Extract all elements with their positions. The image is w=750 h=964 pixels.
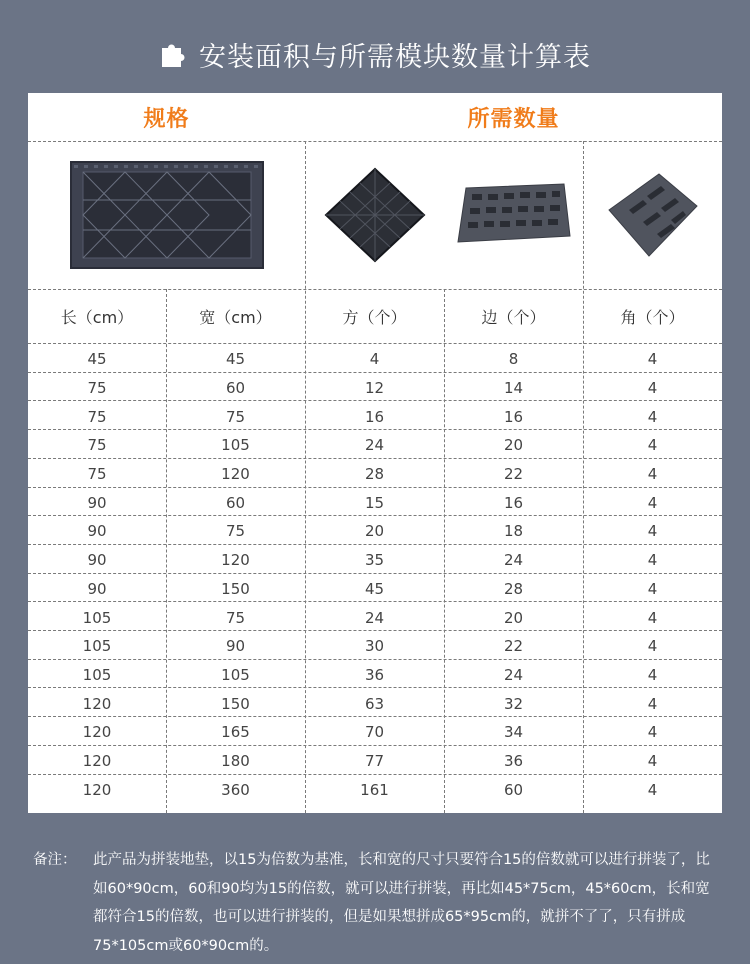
table-cell: 75 [87,465,107,484]
table-cell: 105 [221,436,250,455]
corner-piece-image [603,170,703,260]
table-cell: 120 [221,551,250,570]
divider [28,716,722,717]
table-cell: 45 [87,350,107,369]
table-cell: 24 [503,665,524,684]
divider [28,458,722,459]
table-row [28,343,722,372]
table-cell: 20 [503,608,524,627]
table-cell: 63 [364,694,385,713]
table-row [28,745,722,774]
table-row [28,458,722,487]
divider [28,687,722,688]
divider [28,515,722,516]
table-row [28,573,722,602]
table-cell: 4 [647,436,658,455]
divider [28,601,722,602]
table-cell: 34 [503,723,524,742]
divider [28,630,722,631]
table-cell: 14 [503,378,524,397]
spec-header: 规格 [143,106,190,132]
square-tile-image [320,165,430,265]
table-cell: 105 [82,608,112,627]
calculation-table [28,93,722,813]
divider [28,400,722,401]
column-header-edge: 边（个） [481,307,546,327]
table-cell: 22 [503,637,524,656]
divider [28,372,722,373]
table-cell: 32 [503,694,524,713]
divider [28,774,722,775]
table-cell: 16 [503,407,524,426]
table-cell: 4 [647,522,658,541]
table-cell: 4 [647,407,658,426]
table-row [28,544,722,573]
divider [28,745,722,746]
table-cell: 150 [221,694,250,713]
table-cell: 28 [364,465,385,484]
divider [28,487,722,488]
table-cell: 90 [87,579,107,598]
table-cell: 4 [647,608,658,627]
table-cell: 120 [221,465,250,484]
table-cell: 75 [87,407,107,426]
page-title-bar [0,34,750,74]
table-cell: 30 [364,637,385,656]
table-row [28,487,722,516]
table-cell: 4 [647,780,658,799]
column-header-corner: 角（个） [620,307,685,327]
table-cell: 360 [221,780,250,799]
table-cell: 12 [364,378,385,397]
table-cell: 161 [360,780,389,799]
page-title: 安装面积与所需模块数量计算表 [199,41,591,73]
table-cell: 24 [364,608,385,627]
table-cell: 4 [647,350,658,369]
table-cell: 4 [647,378,658,397]
table-cell: 16 [503,493,524,512]
divider [28,544,722,545]
table-cell: 60 [503,780,524,799]
table-row [28,372,722,401]
table-cell: 90 [87,551,107,570]
table-cell: 105 [221,665,250,684]
puzzle-icon [159,39,189,69]
table-cell: 120 [82,780,112,799]
table-row [28,659,722,688]
table-row [28,601,722,630]
divider [28,141,722,142]
edge-strip-image [452,180,576,250]
table-cell: 75 [87,436,107,455]
table-cell: 60 [225,378,246,397]
quantity-header: 所需数量 [467,106,560,132]
table-cell: 75 [225,407,246,426]
table-row [28,716,722,745]
mat-image-cell [28,141,305,289]
table-cell: 36 [364,665,385,684]
table-cell: 20 [503,436,524,455]
table-cell: 4 [369,350,380,369]
column-header-square: 方（个） [342,307,407,327]
table-cell: 28 [503,579,524,598]
table-row [28,687,722,716]
column-header-width: 宽（cm） [199,307,272,327]
table-cell: 75 [87,378,107,397]
table-cell: 4 [647,465,658,484]
table-cell: 150 [221,579,250,598]
table-cell: 120 [82,694,112,713]
table-cell: 45 [364,579,385,598]
table-cell: 36 [503,752,524,771]
table-cell: 105 [82,637,112,656]
table-cell: 120 [82,723,112,742]
square-tile-image-cell [305,141,444,289]
note-text: 此产品为拼装地垫，以15为倍数为基准，长和宽的尺寸只要符合15的倍数就可以进行拼装了，比如60*90cm，60和90均为15的倍数，就可以进行拼装，再比如45*75cm，45*60cm，长和宽都符合15的倍数，也可以进行拼装的，但是如果想拼成65*95cm的，就拼不了了，只有拼成75*105cm或60*90cm的。 [93,852,710,954]
corner-piece-image-cell [583,141,722,289]
table-cell: 24 [364,436,385,455]
table-cell: 4 [647,493,658,512]
table-row [28,774,722,803]
table-cell: 24 [503,551,524,570]
table-cell: 120 [82,752,112,771]
table-cell: 60 [225,493,246,512]
table-cell: 75 [225,608,246,627]
table-cell: 15 [364,493,385,512]
table-cell: 90 [87,493,107,512]
table-cell: 165 [221,723,250,742]
table-cell: 20 [364,522,385,541]
divider [28,573,722,574]
table-cell: 77 [364,752,385,771]
edge-strip-image-cell [444,141,583,289]
table-cell: 70 [364,723,385,742]
table-cell: 22 [503,465,524,484]
table-cell: 16 [364,407,385,426]
table-cell: 75 [225,522,246,541]
table-cell: 4 [647,752,658,771]
table-cell: 4 [647,694,658,713]
assembled-floor-mat-image [69,160,265,270]
table-cell: 90 [87,522,107,541]
table-cell: 4 [647,579,658,598]
table-cell: 4 [647,551,658,570]
table-cell: 4 [647,723,658,742]
table-cell: 105 [82,665,112,684]
table-cell: 90 [225,637,246,656]
divider [28,289,722,290]
note [33,846,733,960]
divider [28,429,722,430]
table-row [28,515,722,544]
table-cell: 35 [364,551,385,570]
table-cell: 180 [221,752,250,771]
table-row [28,400,722,429]
table-cell: 8 [508,350,519,369]
table-row [28,429,722,458]
table-row [28,630,722,659]
table-cell: 4 [647,665,658,684]
table-cell: 4 [647,637,658,656]
note-label: 备注： [33,852,77,868]
column-header-length: 长（cm） [60,307,134,327]
divider [28,659,722,660]
table-cell: 45 [225,350,246,369]
table-cell: 18 [503,522,524,541]
